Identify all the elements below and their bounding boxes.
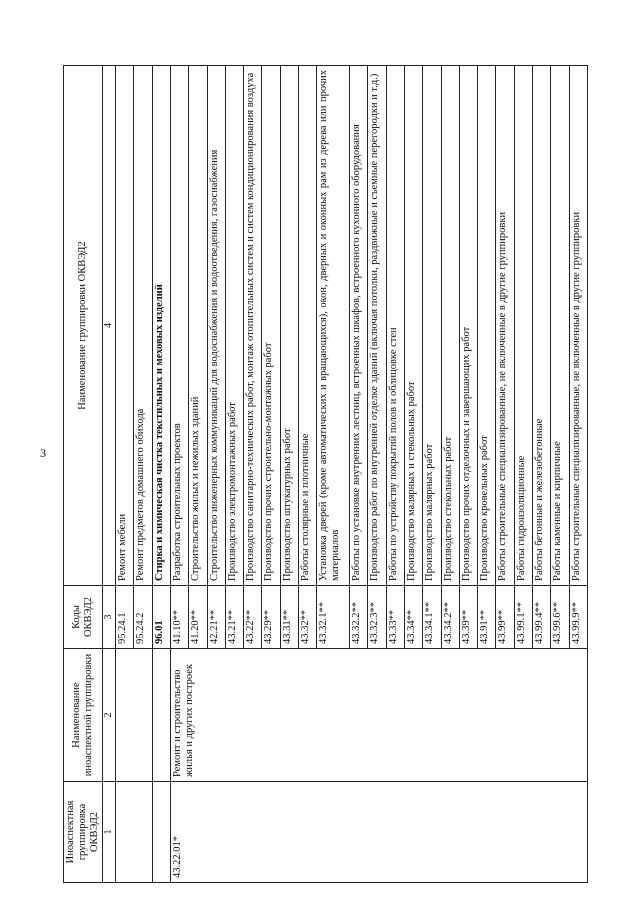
okved-name: Строительство инженерных коммуникаций для водоснабжения и водоотведения, газоснабжения bbox=[207, 66, 225, 586]
group-name: Ремонт и строительство жилья и других построек bbox=[171, 649, 588, 782]
okved-name: Производство стекольных работ bbox=[441, 66, 459, 586]
okved-code: 43.32.2** bbox=[350, 586, 368, 649]
empty-cell bbox=[152, 782, 170, 883]
table-row bbox=[116, 66, 134, 883]
okved-code: 41.10** bbox=[171, 586, 189, 649]
okved-code: 43.39** bbox=[459, 586, 477, 649]
column-number: 2 bbox=[103, 649, 116, 782]
column-number: 1 bbox=[103, 782, 116, 883]
okved-code: 43.99** bbox=[496, 586, 514, 649]
empty-cell bbox=[152, 649, 170, 782]
okved-code: 43.33** bbox=[386, 586, 404, 649]
okved-name: Ремонт мебели bbox=[116, 66, 134, 586]
table-row bbox=[171, 66, 189, 883]
okved-code: 43.29** bbox=[262, 586, 280, 649]
okved-table bbox=[63, 65, 588, 883]
okved-name: Производство малярных работ bbox=[423, 66, 441, 586]
column-number: 3 bbox=[103, 586, 116, 649]
page-number: 3 bbox=[40, 446, 46, 460]
okved-name: Производство кровельных работ bbox=[478, 66, 496, 586]
okved-code: 43.34.1** bbox=[423, 586, 441, 649]
okved-code: 42.21** bbox=[207, 586, 225, 649]
okved-name: Производство электромонтажных работ bbox=[225, 66, 243, 586]
okved-code: 95.24.1 bbox=[116, 586, 134, 649]
okved-name: Работы по устройству покрытий полов и облицовке стен bbox=[386, 66, 404, 586]
okved-name: Разработка строительных проектов bbox=[171, 66, 189, 586]
okved-code: 43.32** bbox=[299, 586, 317, 649]
header-col4: Наименование группировки ОКВЭД2 bbox=[64, 66, 103, 586]
okved-name: Производство штукатурных работ bbox=[280, 66, 298, 586]
okved-name: Строительство жилых и нежилых зданий bbox=[189, 66, 207, 586]
okved-name: Работы столярные и плотничные bbox=[299, 66, 317, 586]
okved-code: 43.91** bbox=[478, 586, 496, 649]
empty-cell bbox=[116, 649, 153, 782]
okved-name: Производство санитарно-технических работ, монтаж отопительных систем и систем кондиционирования воздуха bbox=[244, 66, 262, 586]
okved-code: 96.01 bbox=[152, 586, 170, 649]
column-number: 4 bbox=[103, 66, 116, 586]
okved-name: Работы строительные специализированные, не включенные в другие группировки bbox=[496, 66, 514, 586]
okved-code: 43.99.4** bbox=[533, 586, 551, 649]
okved-code: 43.99.9** bbox=[569, 586, 587, 649]
okved-code: 41.20** bbox=[189, 586, 207, 649]
okved-code: 43.32.1** bbox=[317, 586, 350, 649]
okved-code: 43.99.6** bbox=[551, 586, 569, 649]
okved-name: Ремонт предметов домашнего обихода bbox=[134, 66, 152, 586]
rotated-table-container bbox=[63, 65, 588, 883]
okved-code: 43.34.2** bbox=[441, 586, 459, 649]
empty-cell bbox=[116, 782, 153, 883]
okved-code: 43.32.3** bbox=[368, 586, 386, 649]
okved-name: Работы каменные и кирпичные bbox=[551, 66, 569, 586]
okved-code: 43.22** bbox=[244, 586, 262, 649]
header-col3: Коды ОКВЭД2 bbox=[64, 586, 103, 649]
header-col1: Иноаспектная группировка ОКВЭД2 bbox=[64, 782, 103, 883]
okved-name: Производство работ по внутренней отделке зданий (включая потолки, раздвижные и съемные перегородки и т.д.) bbox=[368, 66, 386, 586]
okved-name: Работы бетонные и железобетонные bbox=[533, 66, 551, 586]
okved-code: 43.21** bbox=[225, 586, 243, 649]
okved-code: 95.24.2 bbox=[134, 586, 152, 649]
okved-name: Работы строительные специализированные, не включенные в другие группировки bbox=[569, 66, 587, 586]
table-row bbox=[152, 66, 170, 883]
okved-name: Работы по установке внутренних лестниц, встроенных шкафов, встроенного кухонного оборудования bbox=[350, 66, 368, 586]
okved-name: Производство прочих отделочных и завершающих работ bbox=[459, 66, 477, 586]
okved-name: Работы гидроизоляционные bbox=[514, 66, 532, 586]
okved-code: 43.99.1** bbox=[514, 586, 532, 649]
okved-name: Стирка и химическая чистка текстильных и меховых изделий bbox=[152, 66, 170, 586]
okved-name: Установка дверей (кроме автоматических и вращающихся), окон, дверных и оконных рам из дерева или прочих материалов bbox=[317, 66, 350, 586]
okved-code: 43.34** bbox=[405, 586, 423, 649]
group-code: 43.22.01* bbox=[171, 782, 588, 883]
okved-code: 43.31** bbox=[280, 586, 298, 649]
okved-name: Производство прочих строительно-монтажных работ bbox=[262, 66, 280, 586]
okved-name: Производство малярных и стекольных работ bbox=[405, 66, 423, 586]
header-col2: Наименование иноаспектной группировки bbox=[64, 649, 103, 782]
